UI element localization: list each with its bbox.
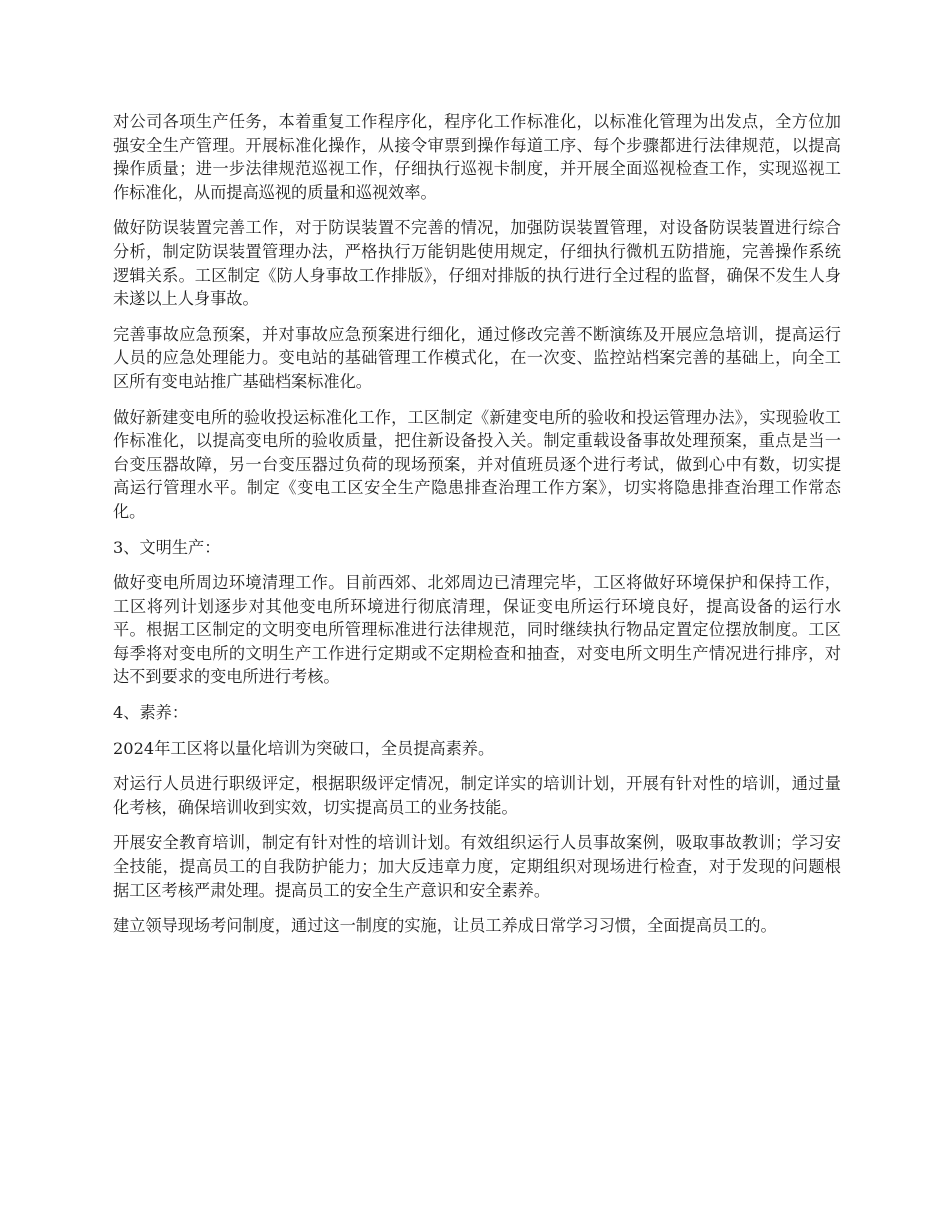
paragraph-onsite-questioning: 建立领导现场考问制度，通过这一制度的实施，让员工养成日常学习习惯，全面提高员工的。 — [113, 916, 777, 936]
paragraph-production-standardization: 对公司各项生产任务，本着重复工作程序化，程序化工作标准化，以标准化管理为出发点，全方位加强安全生产管理。开展标准化操作，从接令审票到操作每道工序、每个步骤都进行法律规范，以提高操作质量；进一步法律规范巡视工作，仔细执行巡视卡制度，并开展全面巡视检查工作，实现巡视工作标准化，从而提高巡视的质量和巡视效率。 — [113, 112, 841, 202]
section-heading-civilized-production: 3、文明生产： — [113, 537, 221, 557]
paragraph-environment-cleanup: 做好变电所周边环境清理工作。目前西郊、北郊周边已清理完毕，工区将做好环境保护和保持工作，工区将列计划逐步对其他变电所环境进行彻底清理，保证变电所运行环境良好，提高设备的运行水平。根据工区制定的文明变电所管理标准进行法律规范，同时继续执行物品定置定位摆放制度。工区每季将对变电所的文明生产工作进行定期或不定期检查和抽查，对变电所文明生产情况进行排序，对达不到要求的变电所进行考核。 — [113, 573, 841, 687]
paragraph-anti-misoperation: 做好防误装置完善工作，对于防误装置不完善的情况，加强防误装置管理，对设备防误装置进行综合分析，制定防误装置管理办法，严格执行万能钥匙使用规定，仔细执行微机五防措施，完善操作系统逻辑关系。工区制定《防人身事故工作排版》，仔细对排版的执行进行全过程的监督，确保不发生人身未遂以上人身事故。 — [113, 218, 841, 309]
section-heading-quality: 4、素养： — [113, 703, 189, 723]
paragraph-safety-education: 开展安全教育培训，制定有针对性的培训计划。有效组织运行人员事故案例，吸取事故教训；学习安全技能，提高员工的自我防护能力；加大反违章力度，定期组织对现场进行检查，对于发现的问题根据工区考核严肃处理。提高员工的安全生产意识和安全素养。 — [113, 833, 841, 900]
paragraph-new-substation-acceptance: 做好新建变电所的验收投运标准化工作，工区制定《新建变电所的验收和投运管理办法》，实现验收工作标准化，以提高变电所的验收质量，把住新设备投入关。制定重载设备事故处理预案，重点是当一台变压器故障，另一台变压器过负荷的现场预案，并对值班员逐个进行考试，做到心中有数，切实提高运行管理水平。制定《变电工区安全生产隐患排查治理工作方案》，切实将隐患排查治理工作常态化。 — [113, 407, 841, 521]
paragraph-rank-evaluation: 对运行人员进行职级评定，根据职级评定情况，制定详实的培训计划，开展有针对性的培训，通过量化考核，确保培训收到实效，切实提高员工的业务技能。 — [113, 774, 841, 817]
document-page — [113, 110, 841, 950]
paragraph-emergency-plan: 完善事故应急预案，并对事故应急预案进行细化，通过修改完善不断演练及开展应急培训，提高运行人员的应急处理能力。变电站的基础管理工作模式化，在一次变、监控站档案完善的基础上，向全工区所有变电站推广基础档案标准化。 — [113, 324, 841, 391]
paragraph-quantified-training: 2024年工区将以量化培训为突破口，全员提高素养。 — [113, 738, 495, 758]
